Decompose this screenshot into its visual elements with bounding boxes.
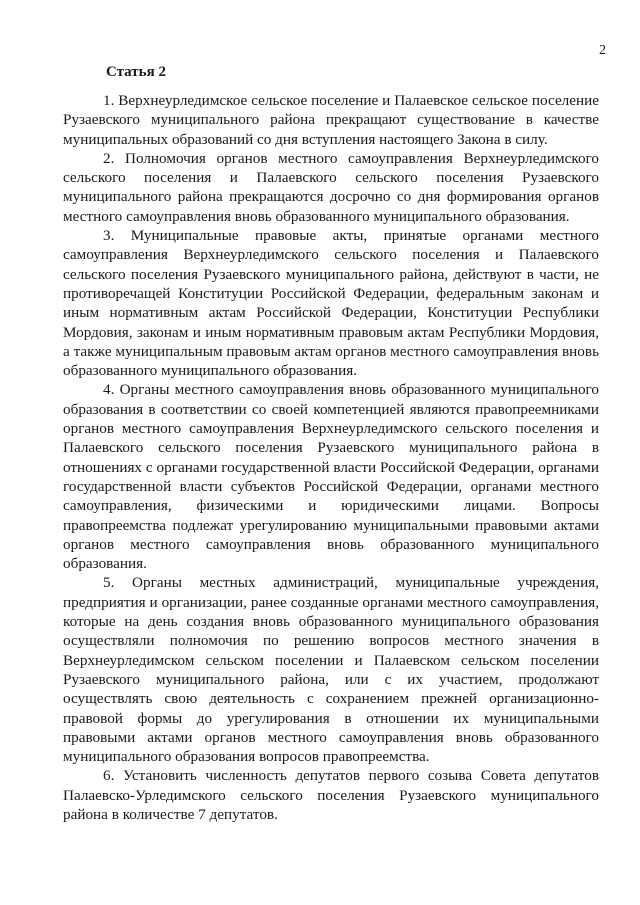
paragraph-3: 3. Муниципальные правовые акты, принятые органами местного самоуправления Верхнеурледимского сельского поселения и Палаевского сельского поселения Рузаевского муниципального района, действуют в части, не противоречащей Конституции Российской Федерации, федеральным законам и иным нормативным актам Российской Федерации, Конституции Республики Мордовия, законам и иным нормативным правовым актам Республики Мордовия, а также муниципальным правовым актам органов местного самоуправления вновь образованного муниципального образования.	[63, 227, 599, 380]
article-title: Статья 2	[106, 64, 166, 80]
paragraph-4: 4. Органы местного самоуправления вновь образованного муниципального образования в соответствии со своей компетенцией являются правопреемниками органов местного самоуправления Верхнеурледимского сельского поселения и Палаевского сельского поселения Рузаевского муниципального района в отношениях с органами государственной власти Российской Федерации, органами государственной власти субъектов Российской Федерации, органами местного самоуправления, физическими и юридическими лицами. Вопросы правопреемства подлежат урегулированию муниципальными правовыми актами органов местного самоуправления вновь образованного муниципального образования.	[63, 381, 599, 573]
document-body	[63, 64, 599, 824]
page-number: 2	[599, 43, 606, 58]
paragraph-2: 2. Полномочия органов местного самоуправления Верхнеурледимского сельского поселения и Палаевского сельского поселения Рузаевского муниципального района прекращаются досрочно со дня формирования органов местного самоуправления вновь образованного муниципального образования.	[63, 149, 599, 225]
paragraph-1: 1. Верхнеурледимское сельское поселение и Палаевское сельское поселение Рузаевского муниципального района прекращают существование в качестве муниципальных образований со дня вступления настоящего Закона в силу.	[63, 92, 599, 148]
paragraph-5: 5. Органы местных администраций, муниципальные учреждения, предприятия и организации, ранее созданные органами местного самоуправления, которые на день создания вновь образованного муниципального образования осуществляли полномочия по решению вопросов местного значения в Верхнеурледимском сельском поселении и Палаевском сельском поселении Рузаевского муниципального района, или с их участием, продолжают осуществлять свою деятельность с сохранением прежней организационно-правовой формы до урегулирования в отношении их муниципальными правовыми актами органов местного самоуправления вновь образованного муниципального образования вопросов правопреемства.	[63, 574, 599, 766]
paragraph-6: 6. Установить численность депутатов первого созыва Совета депутатов Палаевско-Урледимского сельского поселения Рузаевского муниципального района в количестве 7 депутатов.	[63, 767, 599, 823]
